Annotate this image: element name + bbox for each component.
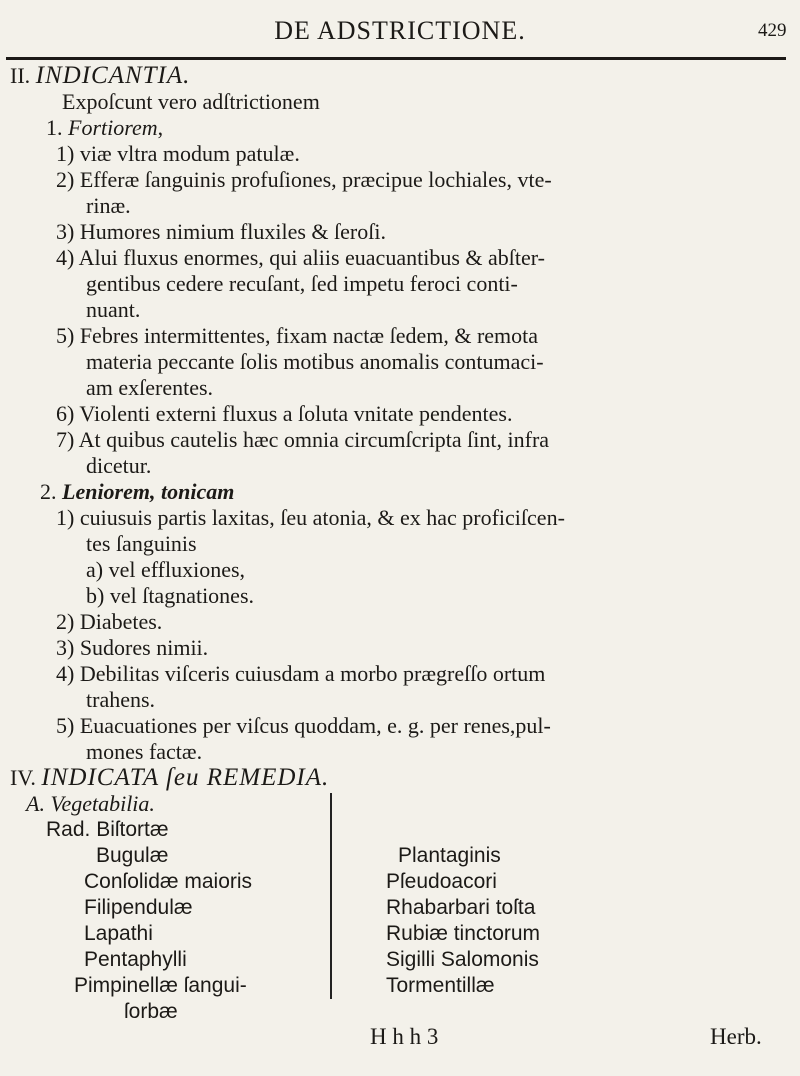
sub2-line: 1) cuiusuis partis laxitas, ſeu atonia, & ex hac proficiſcen- [56, 505, 565, 530]
sub2-line: a) vel effluxiones, [86, 557, 246, 582]
sub1-line: 7) At quibus cautelis hæc omnia circumſcripta ſint, infra [56, 427, 550, 452]
sub2-line: 4) Debilitas viſceris cuiusdam a morbo prægreſſo ortum [56, 661, 546, 686]
remedy-right: Plantaginis [398, 844, 501, 867]
sub1-line: 6) Violenti externi fluxus a ſoluta vnitate pendentes. [56, 401, 513, 426]
sub1-line: gentibus cedere recuſant, ſed impetu feroci conti- [86, 271, 518, 296]
sub1-line: 2) Efferæ ſanguinis profuſiones, præcipue lochiales, vte- [56, 167, 552, 192]
sub2-line: b) vel ſtagnationes. [86, 583, 255, 608]
section-iii-number: II. [10, 63, 31, 88]
section-iv-heading [10, 765, 329, 791]
sub2-line: trahens. [86, 687, 156, 712]
item-1-title: Fortiorem [68, 115, 158, 140]
sub1-line: am exſerentes. [86, 375, 214, 400]
sub2-line: mones factæ. [86, 739, 203, 764]
sub2-line: 2) Diabetes. [56, 609, 163, 634]
sub1-line: dicetur. [86, 453, 152, 478]
section-iii-heading [10, 63, 190, 89]
item-2-label: 2. [40, 479, 57, 504]
section-iii-intro: Expoſcunt vero adſtrictionem [62, 89, 320, 114]
remedy-right: Sigilli Salomonis [386, 948, 539, 971]
sub1-line: 5) Febres intermittentes, fixam nactæ ſedem, & remota [56, 323, 539, 348]
item-1-title-punct: , [157, 115, 164, 140]
sub1-line: materia peccante ſolis motibus anomalis contumaci- [86, 349, 544, 374]
remedy-left: Conſolidæ maioris [84, 870, 253, 893]
item-2-heading [40, 479, 234, 505]
sub1-line: 3) Humores nimium fluxiles & ſeroſi. [56, 219, 386, 244]
sub1-line: 4) Alui fluxus enormes, qui aliis euacuantibus & abſter- [56, 245, 545, 270]
page-number: 429 [758, 20, 787, 41]
sub2-line: tes ſanguinis [86, 531, 197, 556]
section-iv-number: IV. [10, 765, 36, 790]
column-divider [330, 793, 332, 999]
remedy-left: Rad. Biſtortæ [46, 818, 169, 841]
catchword: Herb. [710, 1024, 762, 1049]
item-1-label: 1. [46, 115, 63, 140]
remedy-left: ſorbæ [124, 1000, 178, 1023]
remedy-left: Filipendulæ [84, 896, 193, 919]
section-iv-title: INDICATA ſeu REMEDIA. [41, 764, 330, 791]
section-iv-subheading: A. Vegetabilia. [26, 791, 155, 816]
signature-mark: H h h 3 [370, 1024, 439, 1049]
remedy-right: Pſeudoacori [386, 870, 497, 893]
remedy-right: Tormentillæ [386, 974, 495, 997]
sub1-line: rinæ. [86, 193, 131, 218]
item-2-title: Leniorem, tonicam [62, 479, 235, 504]
running-title: DE ADSTRICTIONE. [274, 16, 526, 45]
sub2-line: 5) Euacuationes per viſcus quoddam, e. g. per renes,pul- [56, 713, 551, 738]
remedy-right: Rhabarbari toſta [386, 896, 536, 919]
remedy-left: Pimpinellæ ſangui- [74, 974, 247, 997]
sub1-line: 1) viæ vltra modum patulæ. [56, 141, 300, 166]
sub2-line: 3) Sudores nimii. [56, 635, 209, 660]
sub1-line: nuant. [86, 297, 141, 322]
remedy-left: Lapathi [84, 922, 153, 945]
remedy-left: Bugulæ [96, 844, 169, 867]
remedy-right: Rubiæ tinctorum [386, 922, 541, 945]
item-1-heading [46, 115, 163, 141]
remedy-left: Pentaphylli [84, 948, 187, 971]
header-rule [6, 57, 786, 60]
section-iii-title: INDICANTIA. [35, 62, 191, 89]
